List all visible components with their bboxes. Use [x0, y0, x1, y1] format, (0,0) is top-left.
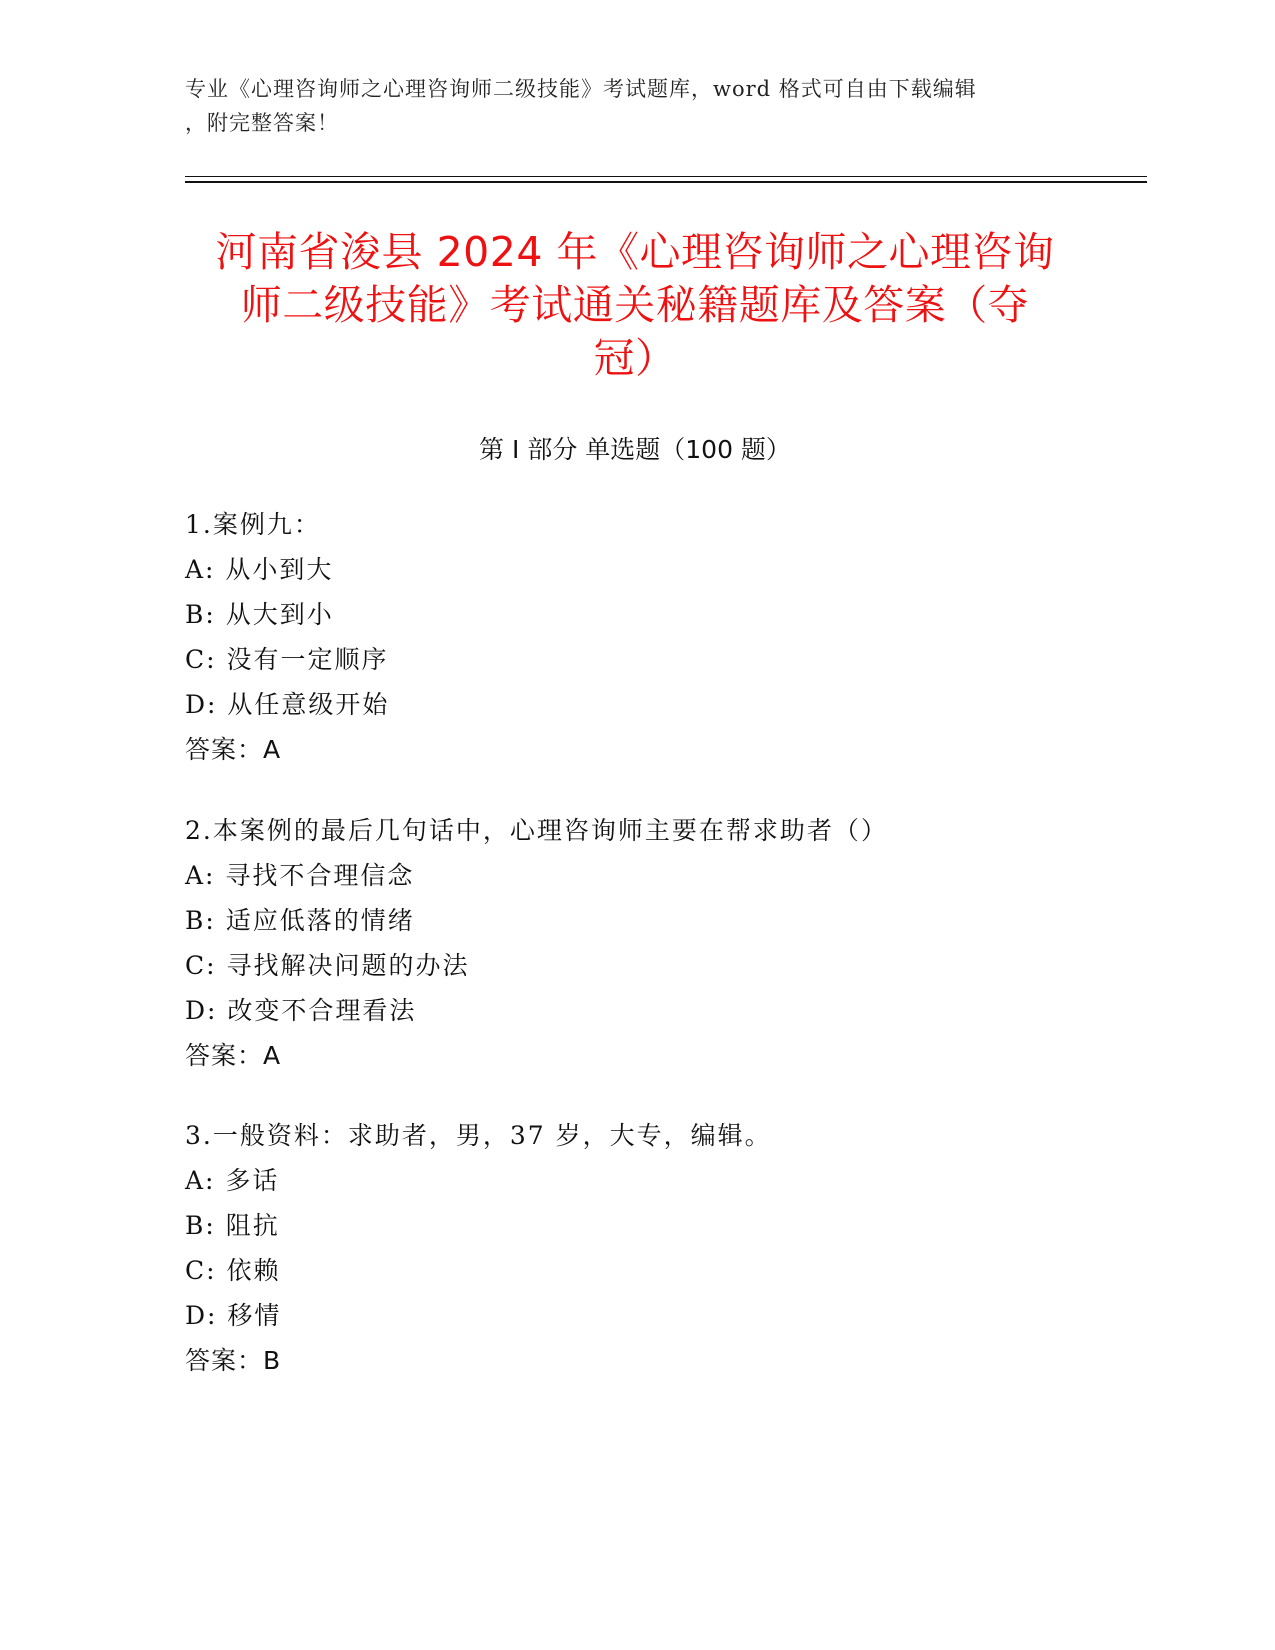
header-divider-thin	[185, 176, 1147, 177]
question-3	[185, 1113, 1145, 1383]
option-c: C: 寻找解决问题的办法	[185, 951, 470, 980]
document-title	[185, 226, 1085, 385]
question-stem: 2.本案例的最后几句话中，心理咨询师主要在帮求助者（）	[185, 816, 888, 845]
document-title-line2: 师二级技能》考试通关秘籍题库及答案（夺	[240, 281, 1030, 329]
option-c: C: 没有一定顺序	[185, 645, 389, 674]
question-stem: 3.一般资料：求助者，男，37 岁，大专，编辑。	[185, 1121, 772, 1150]
answer: 答案：B	[185, 1346, 282, 1375]
question-stem: 1.案例九：	[185, 510, 321, 539]
option-b: B: 从大到小	[185, 600, 334, 629]
header-note	[185, 72, 1065, 140]
answer: 答案：A	[185, 735, 282, 764]
option-d: D: 从任意级开始	[185, 690, 390, 719]
option-d: D: 改变不合理看法	[185, 996, 417, 1025]
answer: 答案：A	[185, 1041, 282, 1070]
option-a: A: 寻找不合理信念	[185, 861, 415, 890]
question-2	[185, 808, 1145, 1078]
header-note-line1: 专业《心理咨询师之心理咨询师二级技能》考试题库，word 格式可自由下载编辑	[185, 77, 977, 101]
document-title-line1: 河南省浚县 2024 年《心理咨询师之心理咨询	[215, 228, 1055, 276]
option-b: B: 适应低落的情绪	[185, 906, 415, 935]
option-a: A: 多话	[185, 1166, 280, 1195]
option-d: D: 移情	[185, 1301, 282, 1330]
question-1	[185, 502, 1145, 772]
document-title-line3: 冠）	[593, 334, 677, 382]
option-c: C: 依赖	[185, 1256, 281, 1285]
section-title: 第 I 部分 单选题（100 题）	[479, 435, 791, 464]
option-b: B: 阻抗	[185, 1211, 280, 1240]
header-divider-thick	[185, 181, 1147, 183]
header-note-line2: ，附完整答案！	[185, 111, 339, 135]
option-a: A: 从小到大	[185, 555, 334, 584]
